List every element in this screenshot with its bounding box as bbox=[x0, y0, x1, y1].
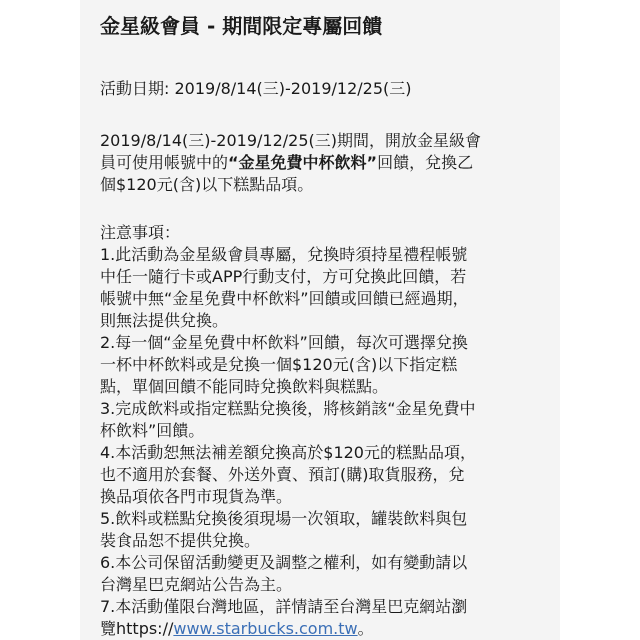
intro-text-before: 2019/8/14(三)-2019/12/25(三)期間，開放金星級會 員可使用帳號中的 bbox=[100, 131, 482, 172]
notes-list bbox=[100, 244, 550, 640]
note-item-7 bbox=[100, 596, 550, 640]
note-item-4: 4.本活動恕無法補差額兌換高於$120元的糕點品項， 也不適用於套餐、外送外賣、預訂(購)取貨服務，兌 換品項依各門市現貨為準。 bbox=[100, 443, 476, 506]
right-margin bbox=[560, 0, 640, 640]
note-7-suffix: 。 bbox=[357, 619, 374, 638]
intro-text-after: 回饋，兌換乙 個$120元(含)以下糕點品項。 bbox=[100, 153, 474, 194]
note-item-6: 6.本公司保留活動變更及調整之權利，如有變動請以 台灣星巴克網站公告為主。 bbox=[100, 553, 468, 594]
note-7-text: 7.本活動僅限台灣地區，詳情請至台灣星巴克網站瀏 覽https:// bbox=[100, 597, 468, 638]
note-item-3: 3.完成飲料或指定糕點兌換後，將核銷該“金星免費中 杯飲料”回饋。 bbox=[100, 399, 476, 440]
left-margin bbox=[0, 0, 80, 640]
notes-heading: 注意事項： bbox=[100, 223, 181, 242]
intro-highlight: “金星免費中杯飲料” bbox=[228, 153, 378, 172]
note-item-5: 5.飲料或糕點兌換後須現場一次領取，罐裝飲料與包 裝食品恕不提供兌換。 bbox=[100, 509, 468, 550]
note-item-2: 2.每一個“金星免費中杯飲料”回饋，每次可選擇兌換 一杯中杯飲料或是兌換一個$120元(含)以下指定糕 點，單個回饋不能同時兌換飲料與糕點。 bbox=[100, 333, 468, 396]
announcement-content bbox=[100, 10, 550, 640]
activity-date: 活動日期: 2019/8/14(三)-2019/12/25(三) bbox=[100, 79, 412, 98]
note-item-1: 1.此活動為金星級會員專屬，兌換時須持星禮程帳號 中任一隨行卡或APP行動支付，方可兌換此回饋，若 帳號中無“金星免費中杯飲料”回饋或回饋已經過期， 則無法提供兌換。 bbox=[100, 245, 469, 330]
page-title: 金星級會員 - 期間限定專屬回饋 bbox=[100, 14, 383, 38]
starbucks-website-link[interactable]: www.starbucks.com.tw bbox=[173, 619, 358, 638]
announcement-panel bbox=[80, 0, 560, 640]
intro-paragraph bbox=[100, 130, 550, 196]
